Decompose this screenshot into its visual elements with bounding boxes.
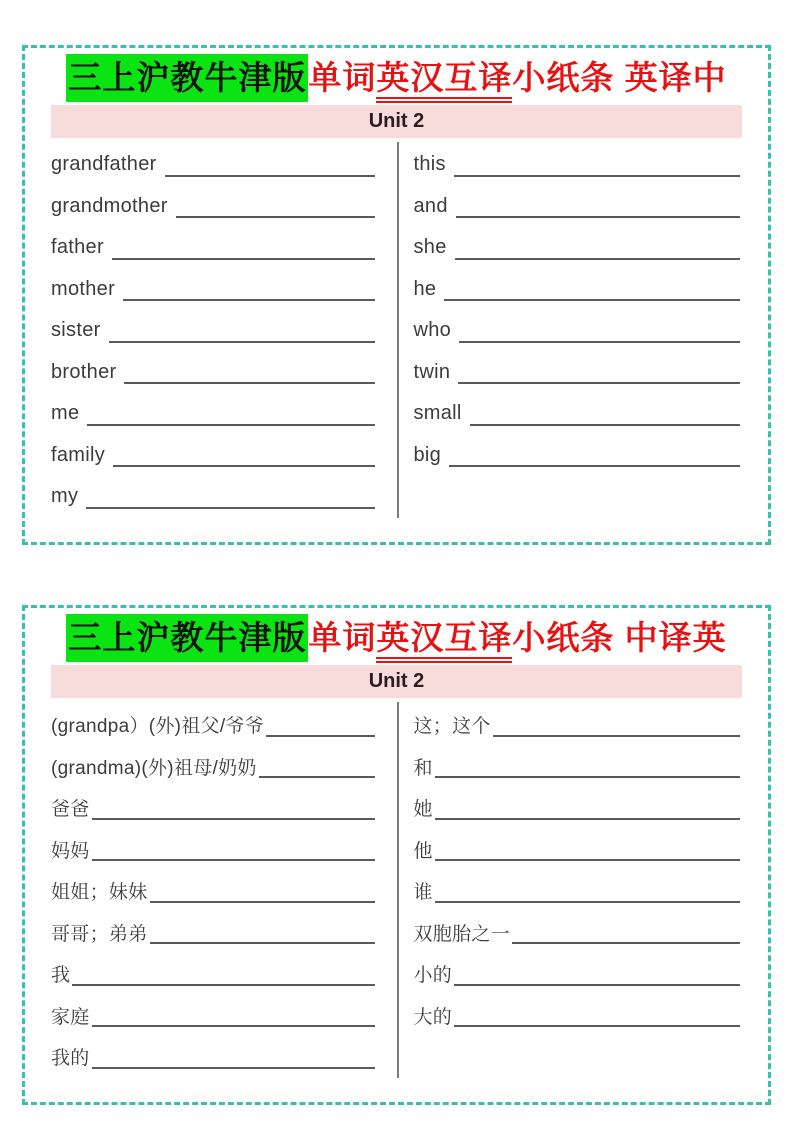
answer-blank-line (86, 485, 374, 509)
word-label: 哥哥；弟弟 (51, 923, 148, 945)
word-row (51, 393, 375, 435)
answer-blank-line (456, 194, 740, 218)
title-prefix: 单词 (308, 59, 377, 96)
word-row (51, 352, 375, 394)
card-title (45, 615, 748, 661)
card-chinese-to-english (22, 605, 771, 1105)
answer-blank-line (92, 796, 375, 820)
word-row (51, 186, 375, 228)
word-row (414, 829, 741, 871)
word-label: 家庭 (51, 1006, 90, 1028)
word-row (414, 953, 741, 995)
word-columns (51, 142, 742, 518)
answer-blank-line (459, 319, 740, 343)
word-label: 妈妈 (51, 840, 90, 862)
answer-blank-line (72, 962, 374, 986)
word-label: big (413, 443, 442, 466)
unit-label: Unit 2 (368, 110, 425, 133)
answer-blank-line (124, 360, 374, 384)
answer-blank-line (512, 920, 740, 944)
word-row (51, 953, 375, 995)
answer-blank-line (454, 1003, 740, 1027)
word-row (51, 870, 375, 912)
card-title (45, 55, 748, 101)
word-row (414, 227, 741, 269)
word-label: grandmother (51, 194, 168, 217)
title-prefix: 单词 (308, 619, 377, 656)
word-row (414, 787, 741, 829)
title-direction: 小纸条 中译英 (512, 619, 727, 656)
word-label: family (51, 443, 106, 466)
answer-blank-line (113, 443, 374, 467)
unit-header (51, 665, 742, 698)
word-label: mother (51, 277, 116, 300)
word-row (414, 310, 741, 352)
answer-blank-line (454, 962, 740, 986)
word-label: grandfather (51, 153, 157, 176)
word-label: twin (413, 360, 451, 383)
word-row (51, 787, 375, 829)
word-label: (grandma)(外)祖母/奶奶 (51, 757, 257, 779)
word-row (414, 912, 741, 954)
title-underlined-phrase: 英汉互译 (376, 59, 512, 103)
word-label: 谁 (413, 882, 433, 904)
word-row (414, 393, 741, 435)
word-row (51, 912, 375, 954)
answer-blank-line (435, 754, 740, 778)
word-label: my (51, 485, 79, 508)
answer-blank-line (92, 1003, 375, 1027)
title-highlight-edition: 三上沪教牛津版 (66, 54, 308, 102)
answer-blank-line (92, 837, 375, 861)
word-row (51, 269, 375, 311)
word-label: father (51, 236, 104, 259)
word-column-right (397, 142, 743, 518)
answer-blank-line (454, 153, 740, 177)
word-label: 小的 (413, 965, 453, 987)
answer-blank-line (112, 236, 375, 260)
answer-blank-line (165, 153, 375, 177)
answer-blank-line (449, 443, 740, 467)
word-label: 她 (413, 799, 433, 821)
answer-blank-line (92, 1045, 375, 1069)
word-row (51, 476, 375, 518)
word-column-right (397, 702, 743, 1078)
word-label: this (413, 153, 446, 176)
answer-blank-line (123, 277, 374, 301)
word-label: 爸爸 (51, 799, 90, 821)
title-underlined-phrase: 英汉互译 (376, 619, 512, 663)
word-label: 双胞胎之一 (413, 923, 511, 945)
title-direction: 小纸条 英译中 (512, 59, 727, 96)
word-row (51, 1036, 375, 1078)
word-label: brother (51, 360, 117, 383)
word-row (51, 704, 375, 746)
word-label: and (413, 194, 448, 217)
word-row (414, 870, 741, 912)
word-label: me (51, 402, 80, 425)
word-row (51, 310, 375, 352)
answer-blank-line (458, 360, 740, 384)
word-label: 这；这个 (413, 716, 491, 738)
answer-blank-line (444, 277, 740, 301)
title-highlight-edition: 三上沪教牛津版 (66, 614, 308, 662)
word-label: 他 (413, 840, 433, 862)
word-row (414, 995, 741, 1037)
word-row (51, 227, 375, 269)
word-row (414, 269, 741, 311)
answer-blank-line (455, 236, 740, 260)
word-label: he (413, 277, 437, 300)
word-row (414, 435, 741, 477)
word-label: 姐姐；妹妹 (51, 882, 148, 904)
card-english-to-chinese (22, 45, 771, 545)
answer-blank-line (435, 879, 740, 903)
word-row (414, 352, 741, 394)
word-row (51, 435, 375, 477)
answer-blank-line (266, 713, 374, 737)
word-row (51, 829, 375, 871)
answer-blank-line (259, 754, 375, 778)
word-row (414, 704, 741, 746)
answer-blank-line (150, 879, 375, 903)
word-columns (51, 702, 742, 1078)
word-row (414, 186, 741, 228)
answer-blank-line (493, 713, 740, 737)
word-label: 和 (413, 757, 433, 779)
word-label: sister (51, 319, 101, 342)
word-label: (grandpa）(外)祖父/爷爷 (51, 716, 265, 738)
word-row (414, 746, 741, 788)
word-column-left (51, 702, 397, 1078)
word-label: she (413, 236, 447, 259)
word-label: 我 (51, 965, 71, 987)
answer-blank-line (435, 796, 740, 820)
word-label: small (413, 402, 462, 425)
answer-blank-line (87, 402, 374, 426)
word-row (51, 995, 375, 1037)
word-row (414, 144, 741, 186)
answer-blank-line (150, 920, 375, 944)
unit-label: Unit 2 (368, 670, 425, 693)
answer-blank-line (176, 194, 375, 218)
answer-blank-line (470, 402, 740, 426)
word-label: 我的 (51, 1048, 90, 1070)
word-row (51, 144, 375, 186)
word-label: 大的 (413, 1006, 453, 1028)
answer-blank-line (109, 319, 375, 343)
word-label: who (413, 319, 452, 342)
answer-blank-line (435, 837, 740, 861)
unit-header (51, 105, 742, 138)
word-column-left (51, 142, 397, 518)
word-row (51, 746, 375, 788)
